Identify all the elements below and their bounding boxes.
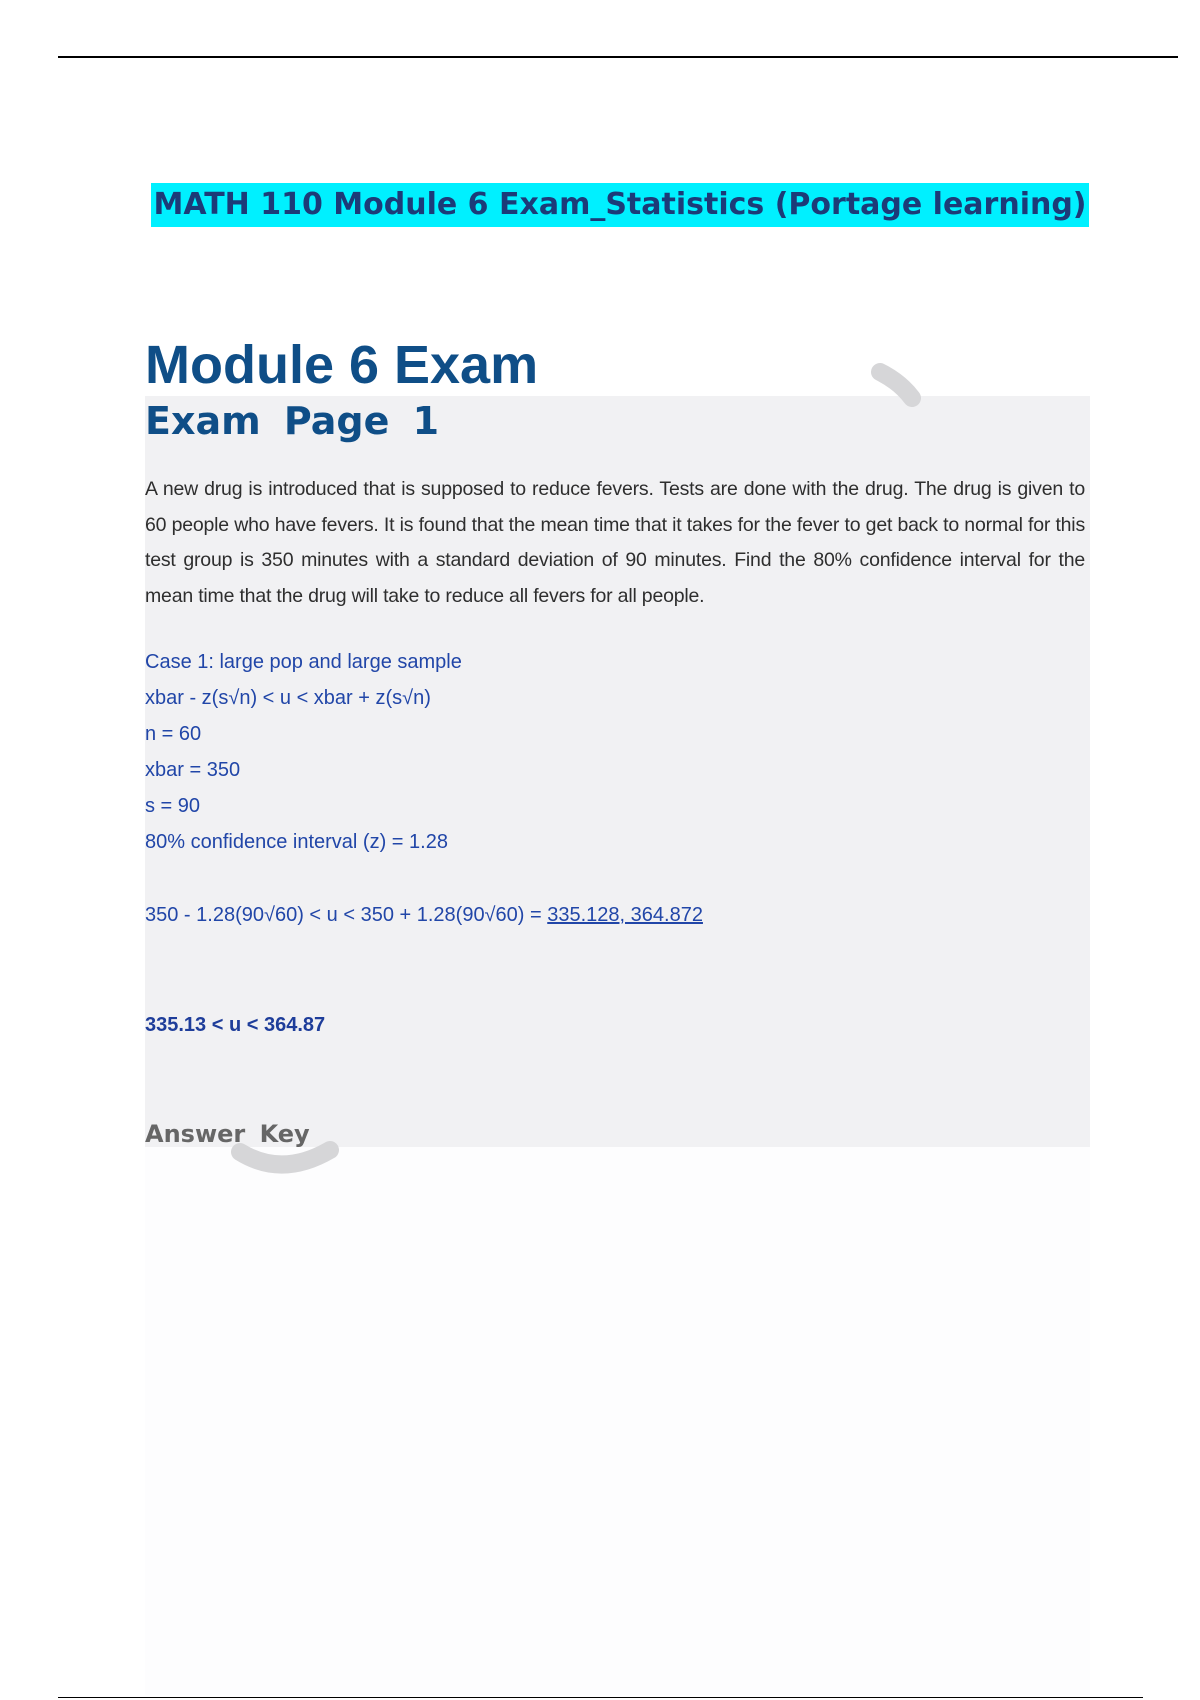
final-answer: 335.13 < u < 364.87 [145,1014,326,1036]
work-computation-line [145,903,703,927]
top-rule [58,56,1178,58]
question-text: A new drug is introduced that is supposed to reduce fevers. Tests are done with the drug. The drug is given to 60 people who have fevers. It is found that the mean time that it takes for the fever to get back to normal for this test group is 350 minutes with a standard deviation of 90 minutes. Find the 80% confidence interval for the mean time that the drug will take to reduce all fevers for all people. [145,478,1085,607]
work-xbar-line: xbar = 350 [145,759,241,781]
work-z-line: 80% confidence interval (z) = 1.28 [145,831,448,853]
work-case-line: Case 1: large pop and large sample [145,651,462,673]
module-title: Module 6 Exam [145,335,539,395]
computation-expression: 350 - 1.28(90√60) < u < 350 + 1.28(90√60) = [145,904,548,926]
banner-container [0,183,1200,227]
work-formula-line: xbar - z(s√n) < u < xbar + z(s√n) [145,687,431,709]
work-s-line: s = 90 [145,795,201,817]
lower-panel [145,1147,1090,1695]
answer-key-label: Answer Key [145,1120,310,1148]
bottom-rule [58,1697,1143,1698]
exam-page-title: Exam Page 1 [145,399,440,443]
computation-result: 335.128, 364.872 [547,904,703,926]
work-n-line: n = 60 [145,723,202,745]
document-banner-title: MATH 110 Module 6 Exam_Statistics (Portage learning) [151,183,1088,227]
